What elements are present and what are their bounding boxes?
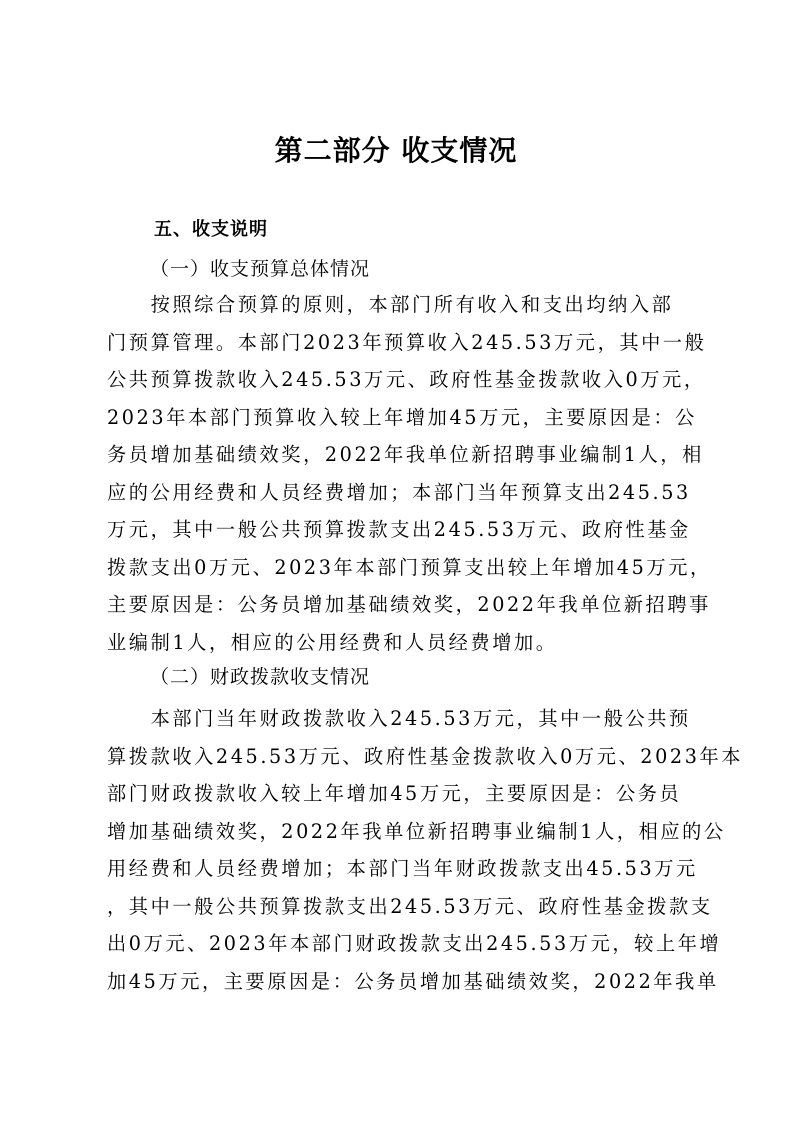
paragraph-1 (107, 286, 712, 661)
text-line: 业编制1人，相应的公用经费和人员经费增加。 (107, 630, 558, 654)
text-line: 本部门当年财政拨款收入245.53万元，其中一般公共预 (107, 707, 691, 730)
subsection-heading-2: （二）财政拨款收支情况 (150, 666, 371, 688)
text-line: 主要原因是：公务员增加基础绩效奖，2022年我单位新招聘事 (107, 593, 711, 616)
text-line: 部门财政拨款收入较上年增加45万元，主要原因是：公务员 (107, 782, 682, 805)
text-line: 务员增加基础绩效奖，2022年我单位新招聘事业编制1人，相 (107, 443, 704, 466)
text-line: 万元，其中一般公共预算拨款支出245.53万元、政府性基金 (107, 518, 691, 541)
text-line: 拨款支出0万元、2023年本部门预算支出较上年增加45万元， (107, 555, 712, 579)
text-line: 加45万元，主要原因是：公务员增加基础绩效奖，2022年我单 (107, 969, 719, 993)
text-line: 算拨款收入245.53万元、政府性基金拨款收入0万元、2023年本 (107, 744, 744, 768)
paragraph-2 (107, 700, 744, 1000)
text-line: 增加基础绩效奖，2022年我单位新招聘事业编制1人，相应的公 (107, 819, 726, 843)
text-line: 公共预算拨款收入245.53万元、政府性基金拨款收入0万元， (107, 368, 706, 391)
text-line: ，其中一般公共预算拨款支出245.53万元、政府性基金拨款支 (107, 894, 713, 918)
text-line: 门预算管理。本部门2023年预算收入245.53万元，其中一般 (107, 330, 707, 354)
text-line: 应的公用经费和人员经费增加；本部门当年预算支出245.53 (107, 480, 691, 504)
text-line: 用经费和人员经费增加；本部门当年财政拨款支出45.53万元 (107, 857, 698, 880)
subsection-heading-1: （一）收支预算总体情况 (150, 258, 371, 280)
text-line: 按照综合预算的原则，本部门所有收入和支出均纳入部 (107, 293, 674, 316)
text-line: 2023年本部门预算收入较上年增加45万元，主要原因是：公 (107, 405, 697, 429)
section-heading: 五、收支说明 (154, 219, 268, 240)
page-title: 第二部分 收支情况 (274, 134, 518, 167)
text-line: 出0万元、2023年本部门财政拨款支出245.53万元，较上年增 (107, 932, 722, 955)
